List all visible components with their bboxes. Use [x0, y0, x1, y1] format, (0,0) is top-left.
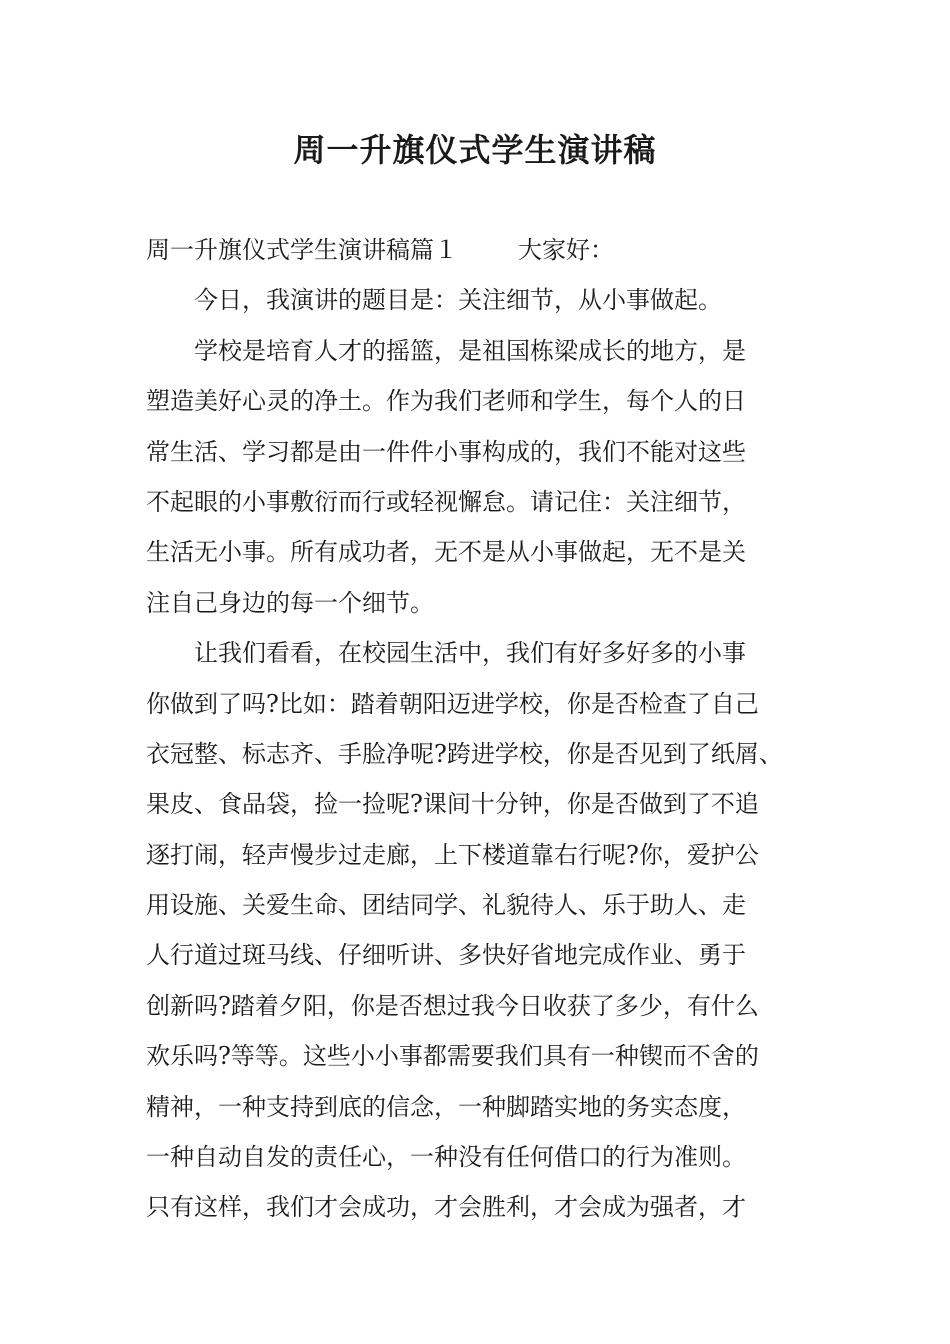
paragraph-line: 欢乐吗?等等。这些小小事都需要我们具有一种锲而不舍的 [146, 1042, 759, 1071]
paragraph-line: 今日，我演讲的题目是：关注细节，从小事做起。 [194, 286, 722, 315]
paragraph-line: 一种自动自发的责任心，一种没有任何借口的行为准则。 [146, 1143, 746, 1172]
document-body [146, 225, 816, 1233]
paragraph-line: 逐打闹，轻声慢步过走廊，上下楼道靠右行呢?你，爱护公 [146, 840, 759, 869]
paragraph-line: 注自己身边的每一个细节。 [146, 588, 434, 617]
paragraph-line: 让我们看看，在校园生活中，我们有好多好多的小事 [194, 639, 746, 668]
paragraph-line: 人行道过斑马线、仔细听讲、多快好省地完成作业、勇于 [146, 941, 746, 970]
paragraph-line: 衣冠整、标志齐、手脸净呢?跨进学校，你是否见到了纸屑、 [146, 739, 783, 768]
paragraph-line: 创新吗?踏着夕阳，你是否想过我今日收获了多少，有什么 [146, 991, 759, 1020]
paragraph-line: 常生活、学习都是由一件件小事构成的，我们不能对这些 [146, 437, 746, 466]
section-heading-line [146, 225, 816, 275]
greeting-text: 大家好： [518, 236, 614, 264]
document-title: 周一升旗仪式学生演讲稿 [293, 131, 657, 169]
paragraph-line: 学校是培育人才的摇篮，是祖国栋梁成长的地方，是 [194, 336, 746, 365]
paragraph-line: 不起眼的小事敷衍而行或轻视懈怠。请记住：关注细节， [146, 487, 746, 516]
paragraph-line: 用设施、关爱生命、团结同学、礼貌待人、乐于助人、走 [146, 891, 746, 920]
paragraph-line: 生活无小事。所有成功者，无不是从小事做起，无不是关 [146, 538, 746, 567]
paragraph-line: 精神，一种支持到底的信念，一种脚踏实地的务实态度， [146, 1092, 746, 1121]
paragraph-line: 只有这样，我们才会成功，才会胜利，才会成为强者，才 [146, 1193, 746, 1222]
section-heading: 周一升旗仪式学生演讲稿篇１ [146, 236, 458, 264]
paragraph-line: 你做到了吗?比如：踏着朝阳迈进学校，你是否检查了自己 [146, 689, 759, 718]
paragraph-line: 果皮、食品袋，捡一捡呢?课间十分钟，你是否做到了不追 [146, 790, 759, 819]
paragraph-line: 塑造美好心灵的净土。作为我们老师和学生，每个人的日 [146, 387, 746, 416]
